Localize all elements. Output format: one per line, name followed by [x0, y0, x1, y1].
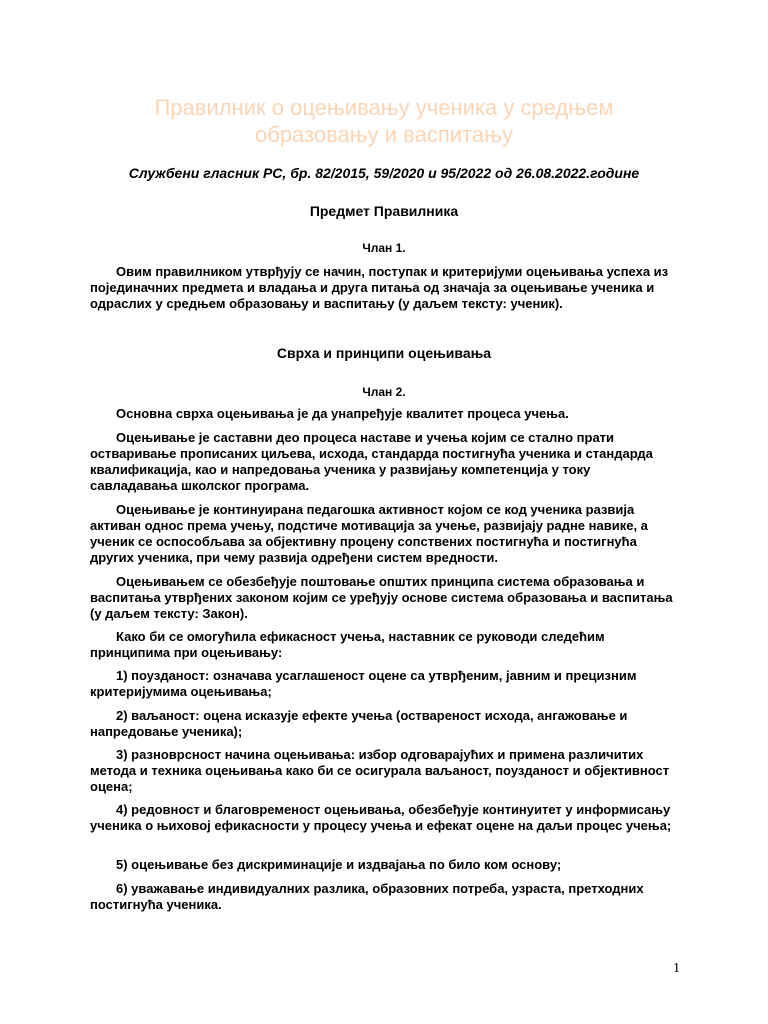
article-2-paragraph: Основна сврха оцењивања је да унапређује квалитет процеса учења. [116, 406, 569, 421]
article-2-paragraph: Оцењивање је континуирана педагошка активност којом се код ученика развија активан однос према учењу, подстиче мотивација за учење, развијају радне навике, а ученик се оспособљава за објективну процену сопствених постигнућа и постигнућа других ученика, при чему развија одређени систем вредности. [90, 502, 648, 565]
page-number: 1 [673, 961, 680, 976]
principle-item: 6) уважавање индивидуалних разлика, образовних потреба, узраста, претходних постигнућа ученика. [90, 881, 644, 912]
article-2-paragraph: Оцењивање је саставни део процеса наставе и учења којим се стално прати остваривање прописаних циљева, исхода, стандарда постигнућа ученика и стандарда квалификација, као и напредовања ученика у развијању компетенција у току савладавања школског програма. [90, 430, 653, 493]
article-1-paragraph: Овим правилником утврђују се начин, поступак и критеријуми оцењивања успеха из појединачних предмета и владања и друга питања од значаја за оцењивање ученика и одраслих у средњем образовању и васпитању (у даљем тексту: ученик). [90, 264, 669, 311]
principle-item: 4) редовност и благовременост оцењивања, обезбеђује континуитет у информисању ученика о њиховој ефикасности у процесу учења и ефекат оцене на даљи процес учења; [90, 802, 672, 833]
article-2-label: Члан 2. [362, 385, 406, 399]
section-heading-subject: Предмет Правилника [309, 203, 459, 219]
article-1-label: Члан 1. [362, 241, 406, 255]
principle-item: 1) поузданост: означава усаглашеност оцене са утврђеним, јавним и прецизним критеријумима оцењивања; [90, 668, 637, 699]
principle-item: 2) ваљаност: оцена исказује ефекте учења (оствареност исхода, ангажовање и напредовање ученика); [90, 708, 628, 739]
principle-item: 5) оцењивање без дискриминације и издвајања по било ком основу; [116, 857, 562, 872]
section-heading-principles: Сврха и принципи оцењивања [276, 345, 492, 361]
document-title: Правилник о оцењивању ученика у средњем образовању и васпитању [154, 95, 614, 147]
article-2-paragraph: Оцењивањем се обезбеђује поштовање општих принципа система образовања и васпитања утврђених законом којим се уређују основе система образовања и васпитања (у даљем тексту: Закон). [90, 574, 673, 621]
article-2-paragraph: Како би се омогућила ефикасност учења, наставник се руководи следећим принципима при оцењивању: [90, 629, 605, 660]
principle-item: 3) разноврсност начина оцењивања: избор одговарајућих и примена различитих метода и техника оцењивања како би се осигурала ваљаност, поузданост и објективност оцена; [90, 747, 670, 794]
gazette-reference: Службени гласник РС, бр. 82/2015, 59/2020 и 95/2022 од 26.08.2022.године [128, 165, 640, 181]
